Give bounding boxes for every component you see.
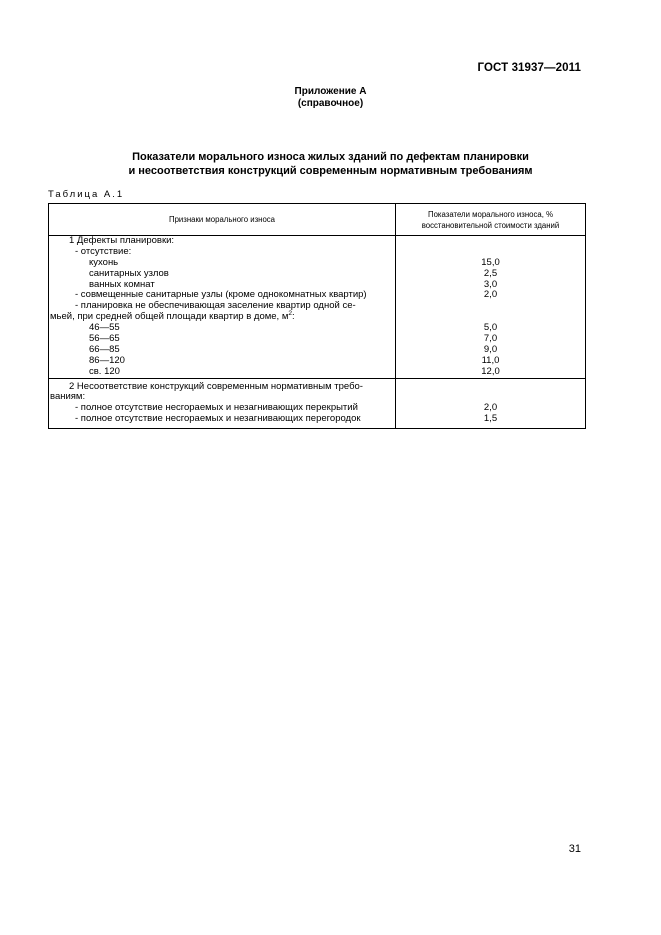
bathrooms-item: ванных комнат bbox=[89, 278, 155, 290]
header-indicators: Показатели морального износа, % восстановительной стоимости зданий bbox=[396, 204, 586, 236]
area-range: 56—65 bbox=[89, 333, 120, 345]
layout-item-line-2: мьей, при средней общей площади квартир в доме, $м^2$: bbox=[50, 310, 295, 323]
table-row bbox=[49, 378, 586, 429]
area-value: 11,0 bbox=[481, 354, 500, 366]
section-2-title-line-2: ваниям: bbox=[50, 391, 86, 403]
floors-item: - полное отсутствие несгораемых и незагнивающих перекрытий bbox=[75, 402, 358, 414]
bathrooms-value: 3,0 bbox=[483, 278, 498, 290]
area-range: св. 120 bbox=[89, 365, 120, 377]
annex-note: (справочное) bbox=[297, 98, 364, 109]
section-2-signs bbox=[49, 378, 396, 429]
partitions-item: - полное отсутствие несгораемых и незагнивающих перегородок bbox=[75, 413, 361, 425]
table-header-row bbox=[49, 204, 586, 236]
page-title-line-1: Показатели морального износа жилых зданий по дефектам планировки bbox=[132, 151, 529, 163]
sanitary-item: санитарных узлов bbox=[89, 267, 169, 279]
header-signs: Признаки морального износа bbox=[49, 204, 396, 236]
page-title bbox=[0, 150, 661, 178]
layout-item-line-1: - планировка не обеспечивающая заселение квартир одной се- bbox=[75, 300, 356, 312]
table-row bbox=[49, 236, 586, 379]
section-1-values bbox=[396, 236, 586, 379]
area-range: 66—85 bbox=[89, 343, 120, 355]
partitions-value: 1,5 bbox=[483, 413, 498, 425]
table-label: Таблица А.1 bbox=[48, 189, 125, 200]
wear-indicators-table bbox=[48, 203, 586, 429]
absence-item: - отсутствие: bbox=[75, 245, 132, 257]
area-range: 86—120 bbox=[89, 354, 125, 366]
combined-item: - совмещенные санитарные узлы (кроме однокомнатных квартир) bbox=[75, 289, 367, 301]
area-value: 9,0 bbox=[483, 343, 498, 355]
area-value: 12,0 bbox=[481, 365, 500, 377]
area-value: 7,0 bbox=[483, 333, 498, 345]
area-range: 46—55 bbox=[89, 322, 120, 334]
page-number: 31 bbox=[568, 843, 581, 855]
section-2-values bbox=[396, 378, 586, 429]
annex-title: Приложение А bbox=[294, 86, 367, 97]
combined-value: 2,0 bbox=[483, 289, 498, 301]
area-value: 5,0 bbox=[483, 322, 498, 334]
floors-value: 2,0 bbox=[483, 402, 498, 414]
annex-heading bbox=[0, 86, 661, 110]
section-2-title-line-1: 2 Несоответствие конструкций современным нормативным требо- bbox=[69, 380, 363, 392]
sanitary-value: 2,5 bbox=[483, 267, 498, 279]
kitchens-item: кухонь bbox=[89, 256, 119, 268]
kitchens-value: 15,0 bbox=[481, 256, 500, 268]
section-1-title: 1 Дефекты планировки: bbox=[69, 235, 175, 246]
document-code: ГОСТ 31937—2011 bbox=[477, 62, 581, 74]
section-1-signs bbox=[49, 236, 396, 379]
page-title-line-2: и несоответствия конструкций современным нормативным требованиям bbox=[128, 165, 533, 177]
